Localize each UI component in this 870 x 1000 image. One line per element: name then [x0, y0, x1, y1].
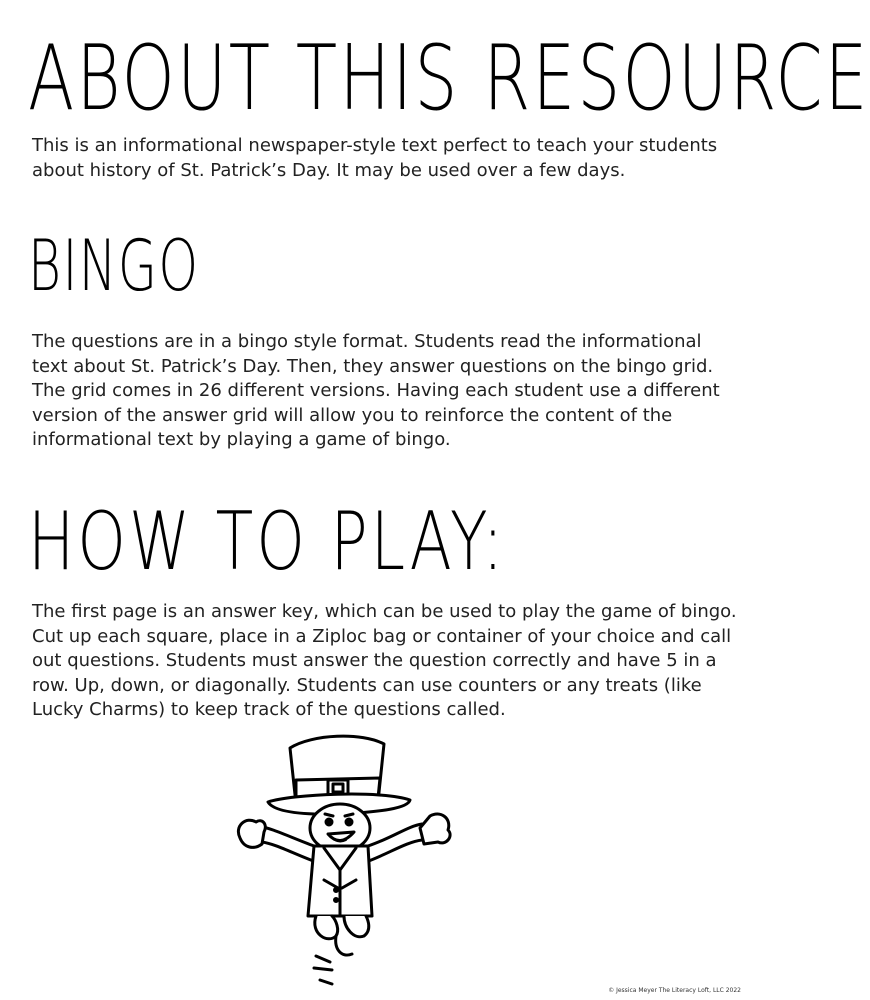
how-to-play-heading: HOW TO PLAY: [28, 495, 507, 588]
about-heading: ABOUT THIS RESOURCE [28, 26, 870, 131]
bingo-heading: BINGO [28, 225, 200, 307]
about-paragraph: This is an informational newspaper-style text perfect to teach your students about history of St. Patrick’s Day. It may be used over a few days. [32, 135, 718, 181]
how-to-play-paragraph: The first page is an answer key, which can be used to play the game of bingo. Cut up each square, place in a Ziploc bag or container of your choice and call out questions. Students must answer the question correctly and have 5 in a row. Up, down, or diagonally. Students can use counters or any treats (like Lucky Charms) to keep track of the questions called. [32, 601, 737, 720]
jumping-leprechaun-icon [232, 730, 462, 995]
bingo-paragraph: The questions are in a bingo style format. Students read the informational text about St. Patrick’s Day. Then, they answer questions on the bingo grid. The grid comes in 26 different versions. Having each student use a different version of the answer grid will allow you to reinforce the content of the informational text by playing a game of bingo. [32, 331, 720, 450]
copyright-notice: © Jessica Meyer The Literacy Loft, LLC 2022 [608, 987, 741, 994]
